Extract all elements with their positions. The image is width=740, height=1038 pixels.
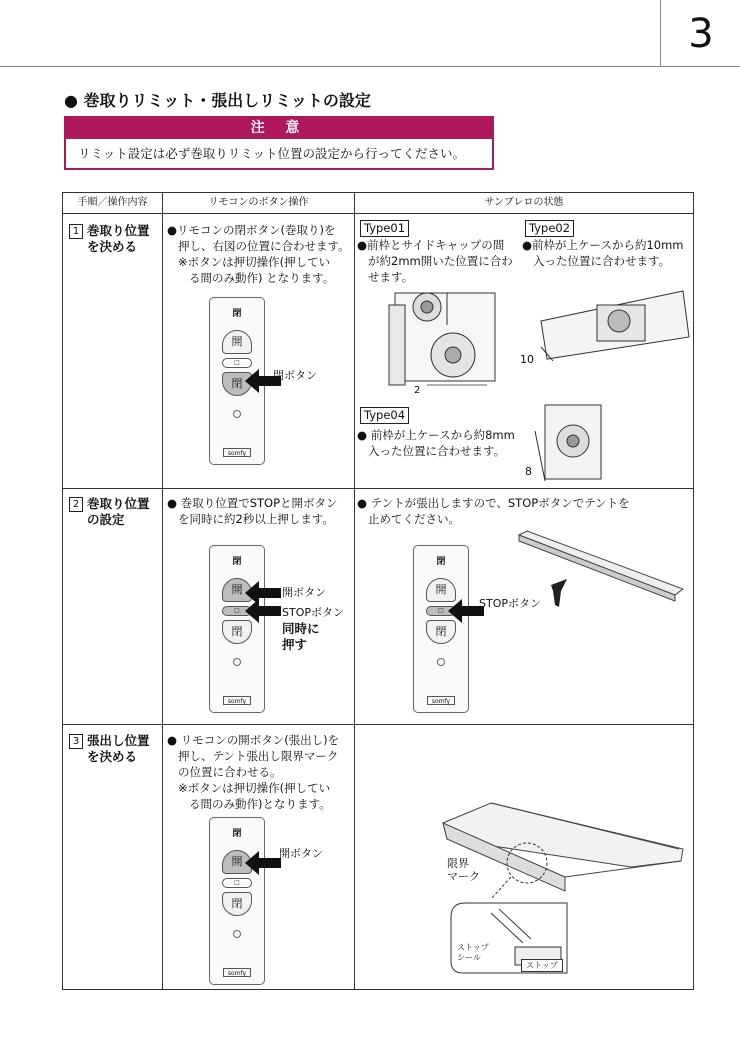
type04-text: ● 前枠が上ケースから約8mm 入った位置に合わせます。 [357, 428, 515, 458]
step-number: 1 [69, 224, 83, 239]
remote-control: 閉 開 □ 閉 somfy [209, 545, 265, 713]
stop-button[interactable]: □ [222, 606, 252, 616]
close-button-callout: 閉ボタン [273, 369, 317, 382]
step-number: 2 [69, 497, 83, 512]
header-rule [0, 66, 740, 67]
type02-dimension: 10 [520, 353, 534, 366]
column-header: リモコンのボタン操作 [208, 197, 309, 208]
section-title: ● 巻取りリミット・張出しリミットの設定 [64, 91, 371, 110]
arrow-left-icon [243, 849, 283, 877]
close-button[interactable]: 閉 [222, 892, 252, 916]
simultaneous-press-note: 同時に 押す [282, 621, 320, 652]
stop-button-callout: STOPボタン [282, 606, 344, 619]
indicator-light [233, 410, 241, 418]
stop-button-callout: STOPボタン [479, 597, 541, 610]
type02-text: ●前枠が上ケースから約10mm 入った位置に合わせます。 [522, 238, 684, 268]
awning-extended-diagram [435, 783, 689, 903]
caution-heading: 注 意 [66, 118, 492, 139]
indicator-light [233, 658, 241, 666]
brand-logo: somfy [223, 696, 251, 705]
stop-button[interactable]: □ [426, 606, 456, 616]
type04-label: Type04 [360, 407, 409, 424]
operation-text: ● 巻取り位置でSTOPと開ボタン を同時に約2秒以上押します。 [167, 496, 338, 526]
open-button[interactable]: 開 [222, 850, 252, 874]
operation-text: ● リモコンの開ボタン(張出し)を 押し、テント張出し限界マーク の位置に合わせる。 ※ボタンは押切操作(押してい る間のみ動作)となります。 [167, 733, 340, 811]
indicator-light [437, 658, 445, 666]
type04-diagram [531, 401, 607, 485]
header-divider [660, 0, 661, 66]
col-divider [162, 193, 163, 989]
stop-button[interactable]: □ [222, 878, 252, 888]
close-button[interactable]: 閉 [426, 620, 456, 644]
type01-label: Type01 [360, 220, 409, 237]
step-title: 2 巻取り位置 の設定 [69, 496, 150, 528]
type01-diagram [387, 285, 499, 395]
type02-label: Type02 [525, 220, 574, 237]
step-number: 3 [69, 734, 83, 749]
caution-box [64, 116, 494, 170]
page-number: 3 [688, 11, 714, 57]
operation-text: ●リモコンの閉ボタン(巻取り)を 押し、右図の位置に合わせます。 ※ボタンは押切操作(押してい る間のみ動作) となります。 [167, 223, 350, 285]
open-button-callout: 開ボタン [282, 586, 326, 599]
row-divider [63, 213, 693, 214]
column-header: 手順／操作内容 [77, 197, 148, 208]
type02-diagram [533, 287, 693, 365]
brand-logo: somfy [223, 968, 251, 977]
open-button[interactable]: 開 [426, 578, 456, 602]
step-title: 1 巻取り位置 を決める [69, 223, 150, 255]
column-header: サンブレロの状態 [484, 197, 564, 208]
procedure-table [62, 192, 694, 990]
row-divider [63, 724, 693, 725]
limit-mark-label: 限界 マーク [447, 857, 480, 883]
open-button-callout: 開ボタン [279, 847, 323, 860]
open-button[interactable]: 開 [222, 330, 252, 354]
stop-sticker: ストップ [521, 959, 563, 972]
remote-control: 閉 開 □ 閉 somfy [209, 297, 265, 465]
type01-dimension: 2 [414, 385, 421, 396]
type04-dimension: 8 [525, 465, 532, 478]
state-text: ● テントが張出しますので、STOPボタンでテントを 止めてください。 [357, 496, 630, 526]
stop-button[interactable]: □ [222, 358, 252, 368]
open-button[interactable]: 開 [222, 578, 252, 602]
type01-text: ●前枠とサイドキャップの間 が約2mm開いた位置に合わ せます。 [357, 238, 513, 284]
remote-control: 閉 開 □ 閉 somfy [413, 545, 469, 713]
brand-logo: somfy [427, 696, 455, 705]
indicator-light [233, 930, 241, 938]
arrow-left-icon [243, 597, 283, 625]
step-title: 3 張出し位置 を決める [69, 733, 150, 765]
col-divider [354, 193, 355, 989]
remote-control: 閉 開 □ 閉 somfy [209, 817, 265, 985]
caution-text: リミット設定は必ず巻取りリミット位置の設定から行ってください。 [78, 146, 466, 161]
awning-extending-diagram [515, 529, 687, 609]
row-divider [63, 488, 693, 489]
close-button[interactable]: 閉 [222, 620, 252, 644]
brand-logo: somfy [223, 448, 251, 457]
close-button[interactable]: 閉 [222, 372, 252, 396]
stop-sticker-label: ストップ シール [457, 943, 489, 962]
